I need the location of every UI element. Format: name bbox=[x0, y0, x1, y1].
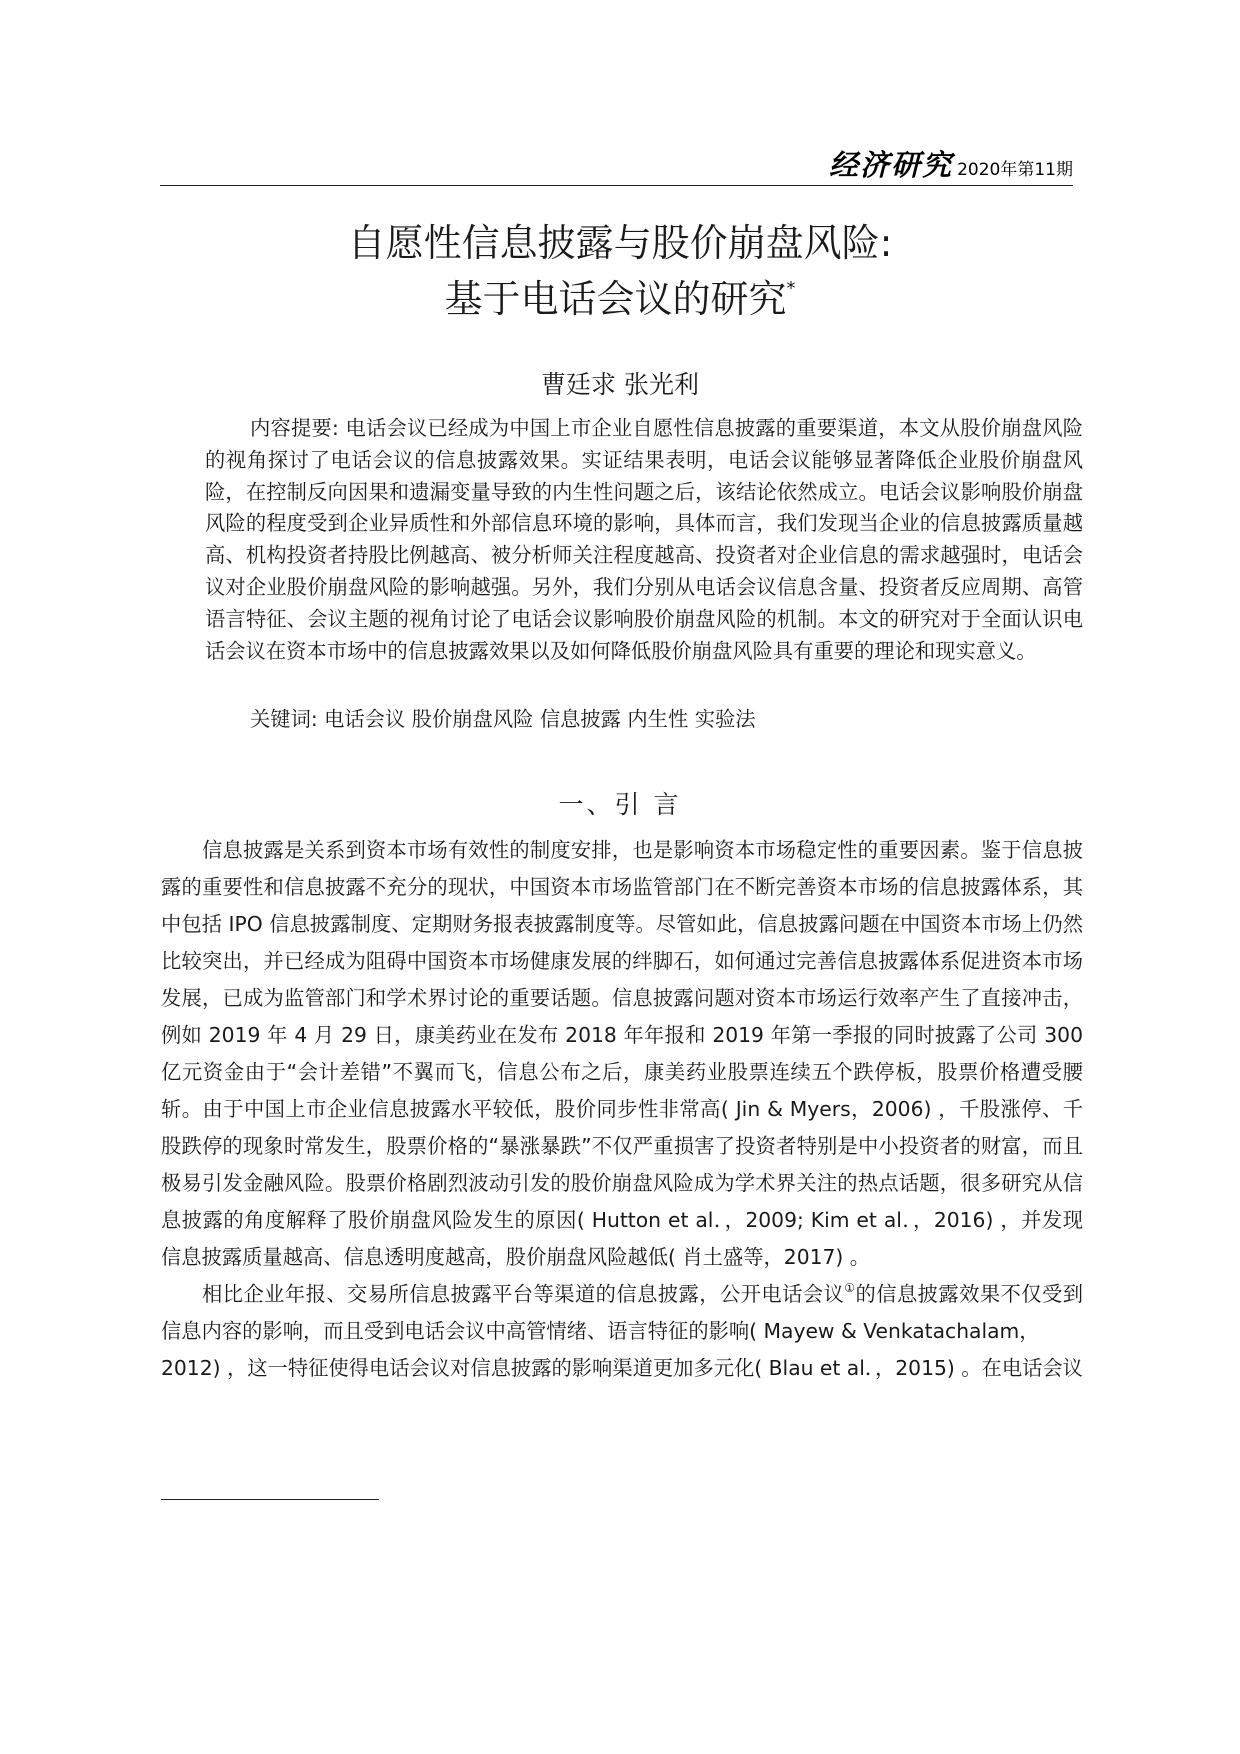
body-paragraph-1: 信息披露是关系到资本市场有效性的制度安排，也是影响资本市场稳定性的重要因素。鉴于信息披露的重要性和信息披露不充分的现状，中国资本市场监管部门在不断完善资本市场的信息披露体系，其中包括 IPO 信息披露制度、定期财务报表披露制度等。尽管如此，信息披露问题在中国资本市场上仍然比较突出，并已经成为阻碍中国资本市场健康发展的绊脚石，如何通过完善信息披露体系促进资本市场发展，已成为监管部门和学术界讨论的重要话题。信息披露问题对资本市场运行效率产生了直接冲击，例如 2019 年 4 月 29 日，康美药业在发布 2018 年年报和 2019 年第一季报的同时披露了公司 300 亿元资金由于“会计差错”不翼而飞，信息公布之后，康美药业股票连续五个跌停板，股票价格遭受腰斩。由于中国上市企业信息披露水平较低，股价同步性非常高( Jin & Myers，2006) ，千股涨停、千股跌停的现象时常发生，股票价格的“暴涨暴跌”不仅严重损害了投资者特别是中小投资者的财富，而且极易引发金融风险。股票价格剧烈波动引发的股价崩盘风险成为学术界关注的热点话题，很多研究从信息披露的角度解释了股价崩盘风险发生的原因( Hutton et al．，2009; Kim et al．，2016) ，并发现信息披露质量越高、信息透明度越高，股价崩盘风险越低( 肖土盛等，2017) 。 bbox=[161, 838, 1083, 1269]
footnote-rule bbox=[161, 1499, 379, 1500]
title-line-1: 自愿性信息披露与股价崩盘风险: bbox=[347, 221, 893, 265]
header-rule bbox=[160, 185, 1073, 186]
journal-masthead bbox=[829, 148, 1073, 182]
running-header bbox=[160, 148, 1073, 186]
body-text bbox=[161, 832, 1083, 1387]
authors: 曹廷求 张光利 bbox=[541, 370, 699, 399]
paper-title bbox=[160, 215, 1080, 327]
abstract-text: 内容提要: 电话会议已经成为中国上市企业自愿性信息披露的重要渠道，本文从股价崩盘风险的视角探讨了电话会议的信息披露效果。实证结果表明，电话会议能够显著降低企业股价崩盘风险，在控制反向因果和遗漏变量导致的内生性问题之后，该结论依然成立。电话会议影响股价崩盘风险的程度受到企业异质性和外部信息环境的影响，具体而言，我们发现当企业的信息披露质量越高、机构投资者持股比例越高、被分析师关注程度越高、投资者对企业信息的需求越强时，电话会议对企业股价崩盘风险的影响越强。另外，我们分别从电话会议信息含量、投资者反应周期、高管语言特征、会议主题的视角讨论了电话会议影响股价崩盘风险的机制。本文的研究对于全面认识电话会议在资本市场中的信息披露效果以及如何降低股价崩盘风险具有重要的理论和现实意义。 bbox=[205, 416, 1083, 663]
journal-name: 经济研究 bbox=[829, 148, 954, 182]
body-paragraph-2 bbox=[161, 1276, 1083, 1350]
title-footnote-mark: * bbox=[786, 278, 796, 299]
footnote-marker-1: ① bbox=[844, 1281, 856, 1295]
keywords: 关键词: 电话会议 股价崩盘风险 信息披露 内生性 实验法 bbox=[250, 707, 756, 731]
section-heading-introduction: 一、引 言 bbox=[558, 790, 682, 819]
title-line-2-text: 基于电话会议的研究 bbox=[444, 277, 787, 321]
body-paragraph-3: 2012) ，这一特征使得电话会议对信息披露的影响渠道更加多元化( Blau et al．，2015) 。在电话会议 bbox=[161, 1356, 1083, 1380]
abstract bbox=[205, 413, 1083, 667]
title-line-2 bbox=[160, 271, 1080, 327]
body-paragraph-2-text-b: 的信息披露效果不仅受到信息内容的影响，而且受到电话会议中高管情绪、语言特征的影响( Mayew & Venkatachalam， bbox=[161, 1282, 1083, 1343]
body-paragraph-2-text-a: 相比企业年报、交易所信息披露平台等渠道的信息披露，公开电话会议 bbox=[202, 1282, 845, 1306]
issue-number: 2020年第11期 bbox=[957, 160, 1073, 180]
